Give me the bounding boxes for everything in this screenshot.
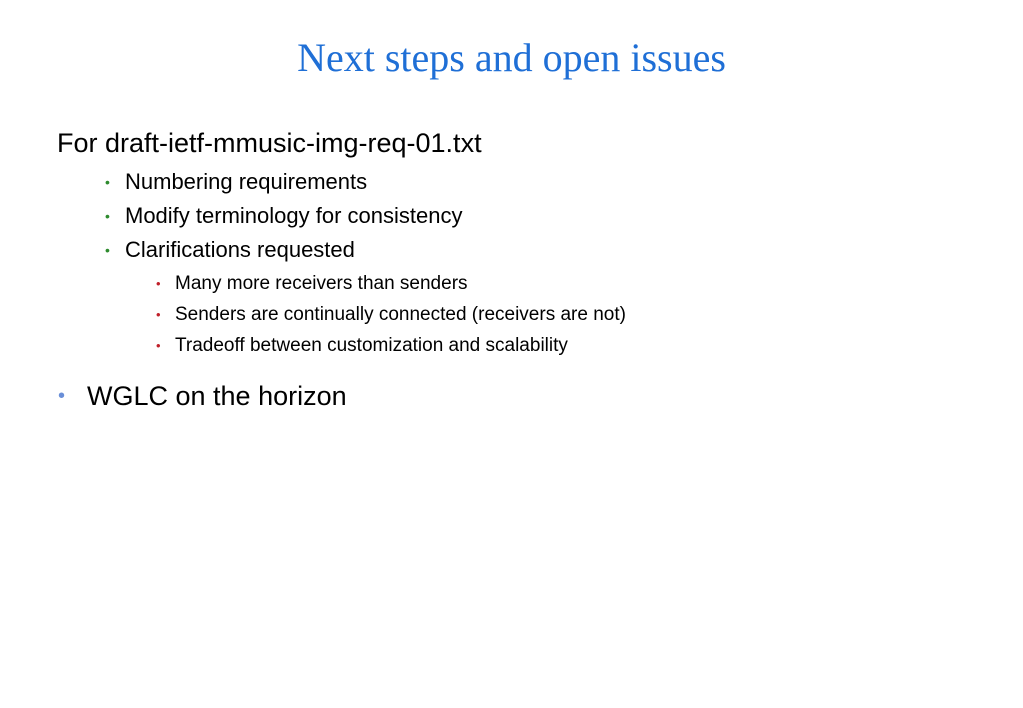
bullet-icon: • <box>156 307 161 322</box>
slide-title: Next steps and open issues <box>297 35 726 80</box>
section-heading: For draft-ietf-mmusic-img-req-01.txt <box>57 128 482 158</box>
list-item-wglc: WGLC on the horizon <box>87 381 347 411</box>
sub-list-item: Many more receivers than senders <box>175 273 468 294</box>
list-item: Numbering requirements <box>125 169 368 194</box>
bullet-icon: • <box>58 385 66 407</box>
bullet-icon: • <box>105 242 110 258</box>
sub-list-item: Tradeoff between customization and scalability <box>175 335 568 356</box>
bullet-icon: • <box>105 174 110 190</box>
sub-list-item: Senders are continually connected (receivers are not) <box>175 304 626 325</box>
bullet-icon: • <box>156 338 161 353</box>
list-item: Clarifications requested <box>125 237 355 262</box>
bullet-icon: • <box>156 276 161 291</box>
list-item: Modify terminology for consistency <box>125 203 463 228</box>
bullet-icon: • <box>105 208 110 224</box>
